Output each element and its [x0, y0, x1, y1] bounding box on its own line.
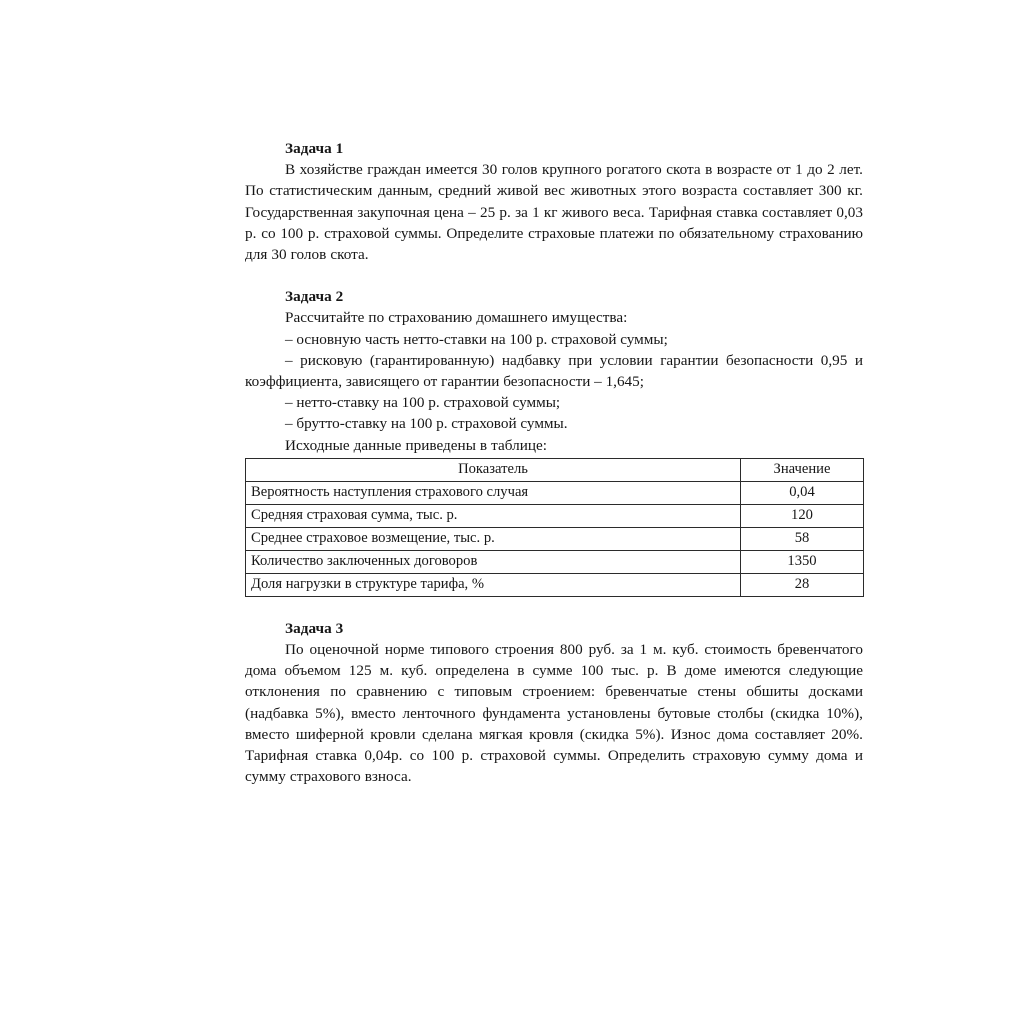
- task-2-bullet-1: – основную часть нетто-ставки на 100 р. страховой суммы;: [285, 330, 668, 348]
- table-header-value: Значение: [741, 458, 864, 481]
- table-body: [246, 458, 864, 596]
- table-row: [246, 504, 864, 527]
- task-1-heading: Задача 1: [285, 140, 344, 157]
- table-cell-indicator: Количество заключенных договоров: [246, 550, 741, 573]
- table-row: [246, 527, 864, 550]
- task-2-bullet-2: – рисковую (гарантированную) надбавку при условии гарантии безопасности 0,95 и коэффициента, зависящего от гарантии безопасности – 1,645;: [245, 351, 863, 391]
- task-2-bullet-4: – брутто-ставку на 100 р. страховой суммы.: [285, 415, 568, 433]
- task-3-heading: Задача 3: [285, 619, 344, 637]
- table-cell-value: 1350: [741, 550, 864, 573]
- initial-data-table-wrapper: [245, 458, 863, 597]
- task-2-heading: Задача 2: [285, 288, 344, 306]
- table-row: [246, 481, 864, 504]
- table-cell-value: 120: [741, 504, 864, 527]
- spacer-after-task-2: [245, 597, 863, 618]
- table-cell-indicator: Доля нагрузки в структуре тарифа, %: [246, 573, 741, 596]
- table-cell-value: 0,04: [741, 481, 864, 504]
- table-cell-indicator: Вероятность наступления страхового случая: [246, 481, 741, 504]
- table-header-row: [246, 458, 864, 481]
- task-2-bullet-3: – нетто-ставку на 100 р. страховой суммы;: [285, 394, 561, 412]
- table-header-indicator: Показатель: [246, 458, 741, 481]
- task-2-intro: Рассчитайте по страхованию домашнего имущества:: [285, 309, 628, 327]
- spacer-after-task-1: [245, 265, 863, 286]
- task-block-1: [245, 138, 863, 265]
- table-cell-indicator: Среднее страховое возмещение, тыс. р.: [246, 527, 741, 550]
- table-cell-value: 28: [741, 573, 864, 596]
- initial-data-table: [245, 458, 864, 597]
- table-cell-value: 58: [741, 527, 864, 550]
- table-cell-indicator: Средняя страховая сумма, тыс. р.: [246, 504, 741, 527]
- task-1-body: В хозяйстве граждан имеется 30 голов крупного рогатого скота в возрасте от 1 до 2 лет. По статистическим данным, средний живой вес животных этого возраста составляет 300 кг. Государственная закупочная цена – 25 р. за 1 кг живого веса. Тарифная ставка составляет 0,03 р. со 100 р. страховой суммы. Определите страховые платежи по обязательному страхованию для 30 голов скота.: [245, 161, 863, 264]
- task-block-3: [245, 618, 863, 788]
- task-block-2: [245, 286, 863, 597]
- table-row: [246, 550, 864, 573]
- table-row: [246, 573, 864, 596]
- task-3-body: По оценочной норме типового строения 800 руб. за 1 м. куб. стоимость бревенчатого дома объемом 125 м. куб. определена в сумме 100 тыс. р. В доме имеются следующие отклонения по сравнению с типовым строением: бревенчатые стены обшиты досками (надбавка 5%), вместо ленточного фундамента установлены бутовые столбы (скидка 10%), вместо шиферной кровли сделана мягкая кровля (скидка 5%). Износ дома составляет 20%. Тарифная ставка 0,04р. со 100 р. страховой суммы. Определить страховую сумму дома и сумму страхового взноса.: [245, 641, 863, 786]
- task-2-table-caption: Исходные данные приведены в таблице:: [285, 436, 548, 454]
- document-content: [245, 138, 863, 787]
